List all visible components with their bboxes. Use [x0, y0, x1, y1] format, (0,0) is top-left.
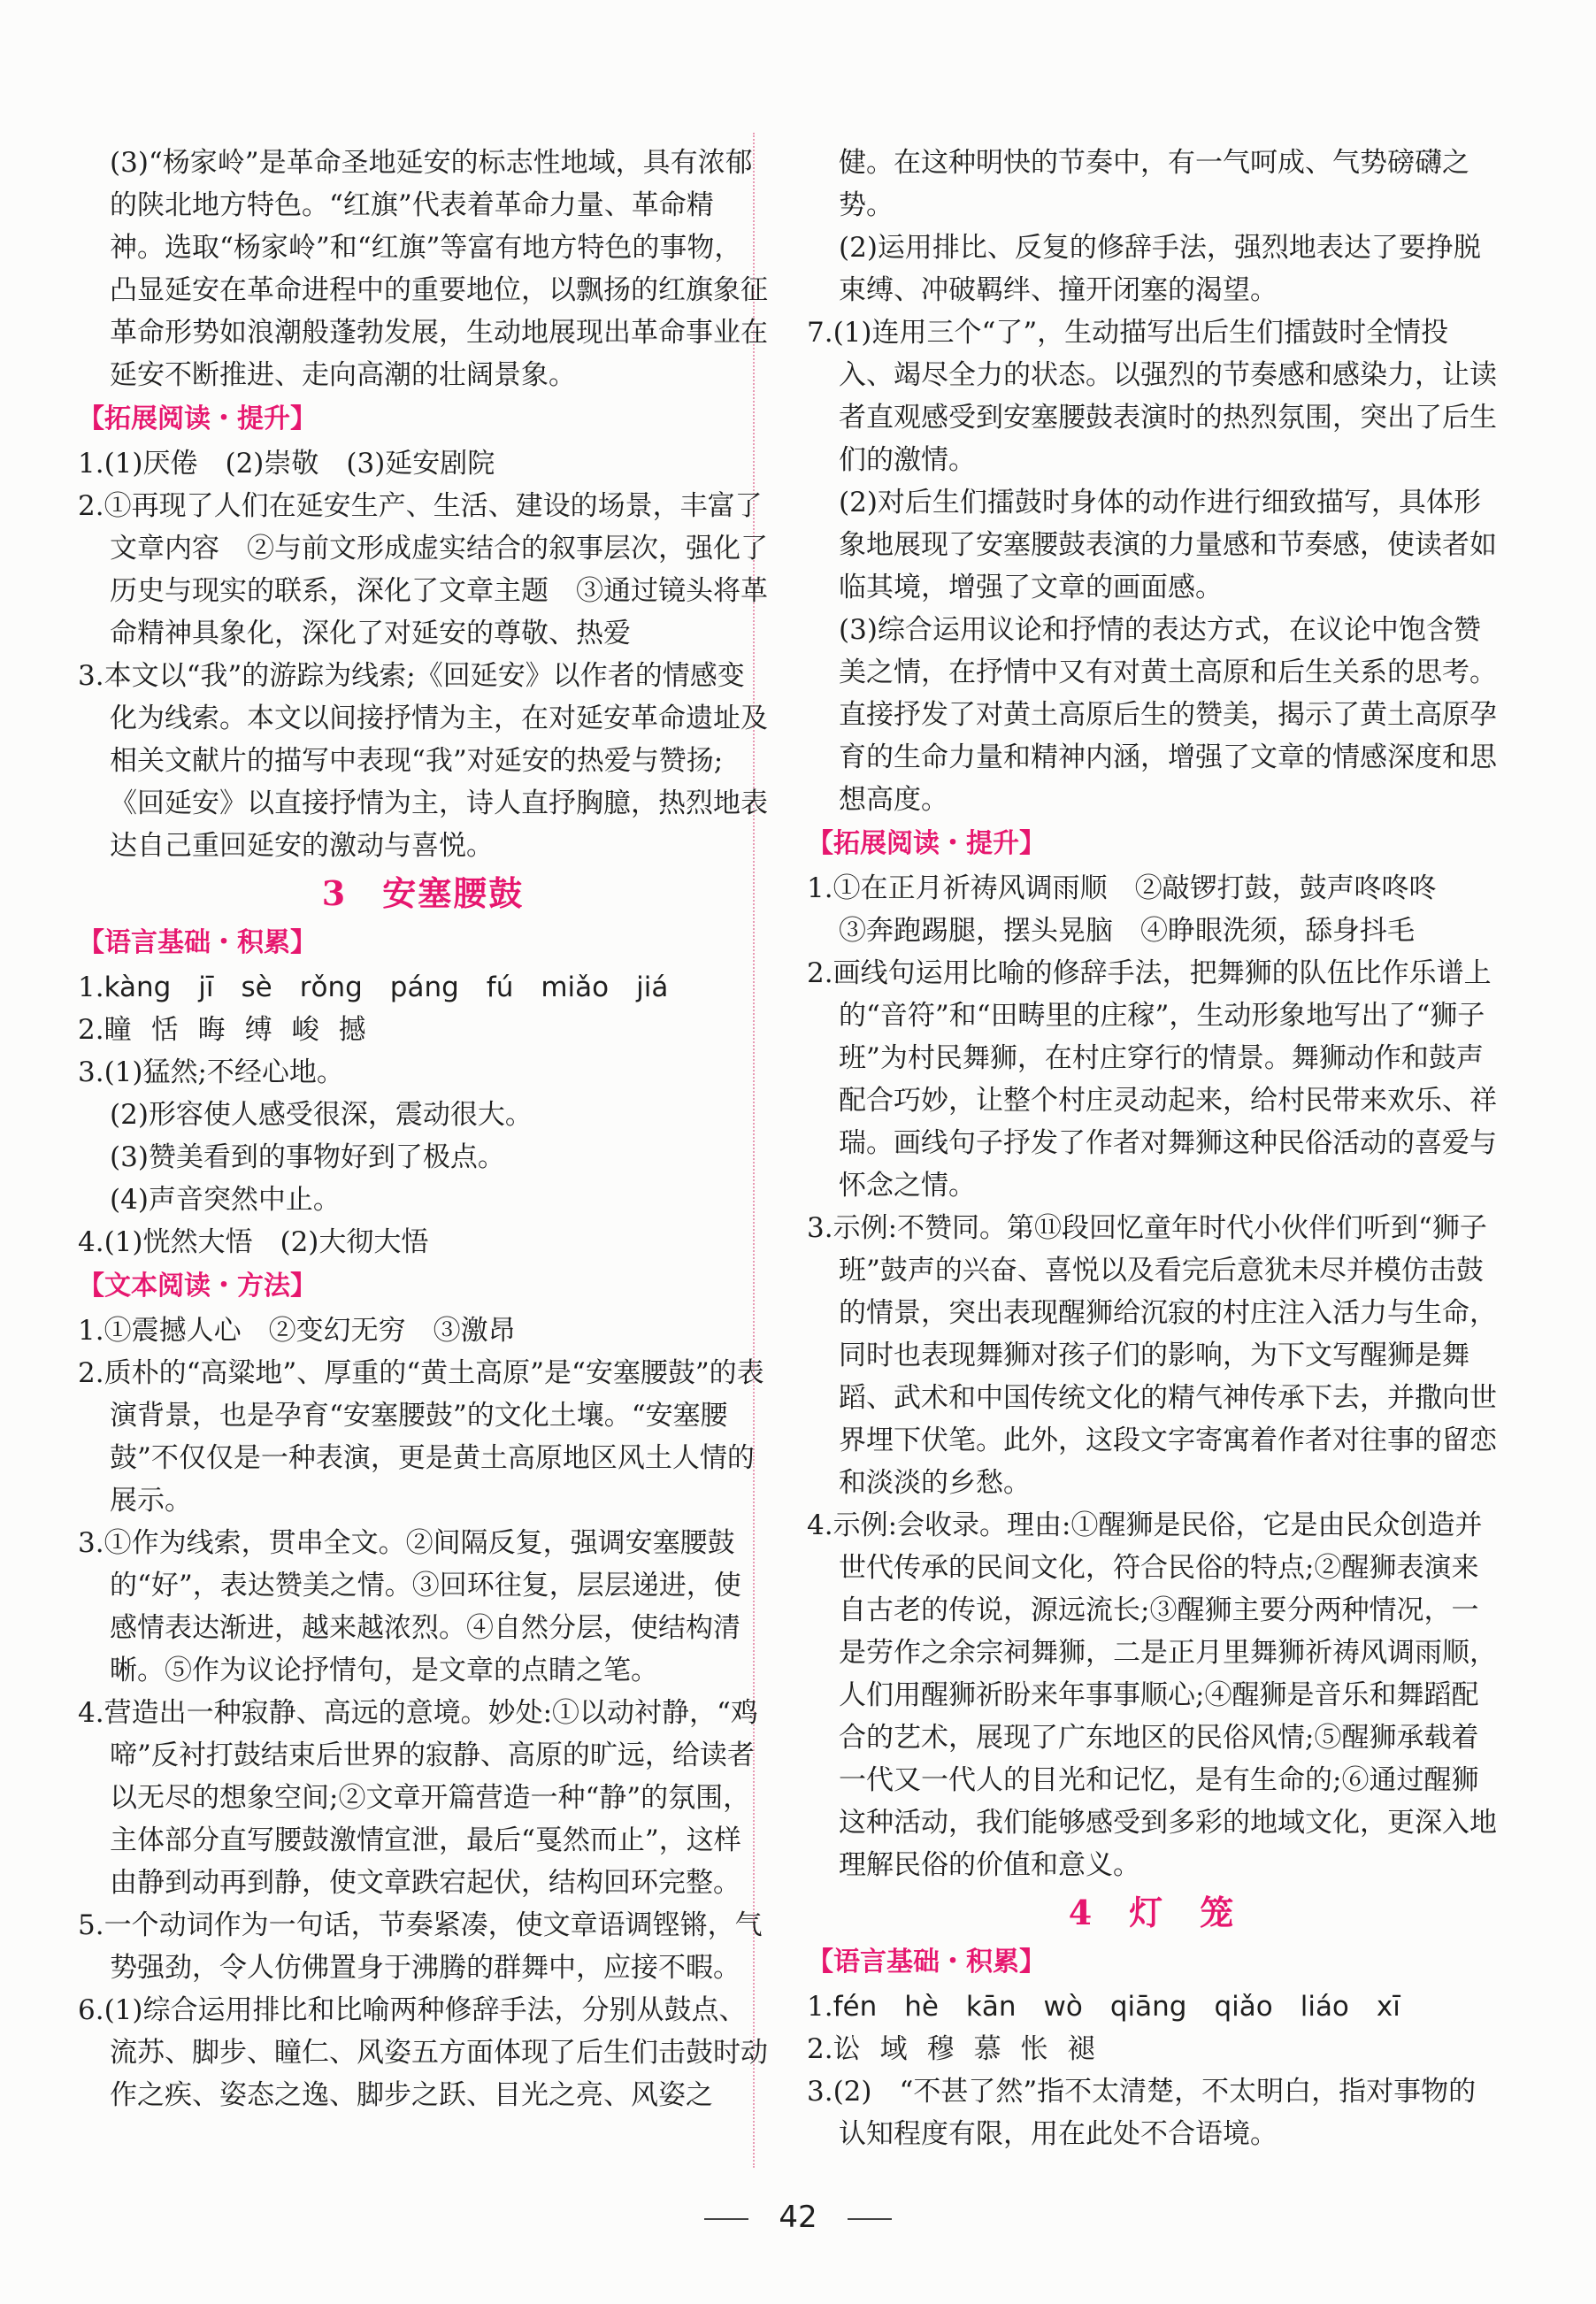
answer-text: 4.营造出一种寂静、高远的意境。妙处:①以动衬静，“鸡啼”反衬打鼓结束后世界的寂静、高原的旷远，给读者以无尽的想象空间;②文章开篇营造一种“静”的氛围，主体部分直写腰鼓激情宣泄，最后“戛然而止”，这样由静到动再到静，使文章跌宕起伏，结构回环完整。: [78, 1697, 758, 1899]
answer-text: (3)综合运用议论和抒情的表达方式，在议论中饱含赞美之情，在抒情中又有对黄土高原和后生关系的思考。直接抒发了对黄土高原后生的赞美，揭示了黄土高原孕育的生命力量和精神内涵，增强了文章的情感深度和思想高度。: [839, 614, 1497, 816]
answer-text: 6.(1)综合运用排比和比喻两种修辞手法，分别从鼓点、流苏、脚步、瞳仁、风姿五方面体现了后生们击鼓时动作之疾、姿态之逸、脚步之跃、目光之亮、风姿之: [78, 1994, 768, 2111]
answer-text: 健。在这种明快的节奏中，有一气呵成、气势磅礴之势。: [839, 147, 1469, 221]
item-number: 2.: [78, 1014, 104, 1046]
answer-text: (3)赞美看到的事物好到了极点。: [110, 1141, 505, 1173]
right-column: [807, 142, 1497, 2155]
answer-text: 2.画线句运用比喻的修辞手法，把舞狮的队伍比作乐谱上的“音符”和“田畴里的庄稼”，生动形象地写出了“狮子班”为村民舞狮，在村庄穿行的情景。舞狮动作和鼓声配合巧妙，让整个村庄灵动起来，给村民带来欢乐、祥瑞。画线句子抒发了作者对舞狮这种民俗活动的喜爱与怀念之情。: [807, 957, 1497, 1202]
answer-text: (4)声音突然中止。: [110, 1184, 341, 1216]
section-tag-extended-reading: 【拓展阅读・提升】: [78, 403, 317, 434]
answer-text: 3.①作为线索，贯串全文。②间隔反复，强调安塞腰鼓的“好”，表达赞美之情。③回环往复，层层递进，使感情表达渐进，越来越浓烈。④自然分层，使结构清晰。⑤作为议论抒情句，是文章的点睛之笔。: [78, 1527, 741, 1686]
pinyin-text: fén hè kān wò qiāng qiǎo liáo xī: [833, 1991, 1400, 2023]
answer-text: 4.(1)恍然大悟 (2)大彻大悟: [78, 1226, 429, 1258]
answer-text: 3.(1)猛然;不经心地。: [78, 1056, 344, 1088]
page-number: 42: [779, 2200, 817, 2235]
answer-text: 1.①在正月祈祷风调雨顺 ②敲锣打鼓，鼓声咚咚咚: [807, 872, 1437, 904]
section-tag-text-reading: 【文本阅读・方法】: [78, 1271, 317, 1302]
answer-text: 3.本文以“我”的游踪为线索;《回延安》以作者的情感变化为线索。本文以间接抒情为主，在对延安革命遗址及相关文献片的描写中表现“我”对延安的热爱与赞扬;《回延安》以直接抒情为主，诗人直抒胸臆，热烈地表达自己重回延安的激动与喜悦。: [78, 660, 768, 862]
characters-answer: [78, 1009, 768, 1051]
item-number: 2.: [807, 2033, 833, 2065]
answer-text: 2.①再现了人们在延安生产、生活、建设的场景，丰富了文章内容 ②与前文形成虚实结合的叙事层次，强化了历史与现实的联系，深化了文章主题 ③通过镜头将革命精神具象化，深化了对延安的尊敬、热爱: [78, 490, 768, 649]
answer-text: 3.(2) “不甚了然”指不太清楚，不太明白，指对事物的认知程度有限，用在此处不合语境。: [807, 2076, 1477, 2150]
section-tag-language-basics: 【语言基础・积累】: [78, 927, 317, 958]
answer-text: 3.示例:不赞同。第⑪段回忆童年时代小伙伴们听到“狮子班”鼓声的兴奋、喜悦以及看完后意犹未尽并模仿击鼓的情景，突出表现醒狮给沉寂的村庄注入活力与生命，同时也表现舞狮对孩子们的影响，为下文写醒狮是舞蹈、武术和中国传统文化的精气神传承下去，并撒向世界埋下伏笔。此外，这段文字寄寓着作者对往事的留恋和淡淡的乡愁。: [807, 1212, 1497, 1499]
chapter-title-ansai-drum: 3 安塞腰鼓: [321, 873, 525, 913]
answer-text: ③奔跑踢腿，摆头晃脑 ④睁眼洗须，舔身抖毛: [839, 915, 1415, 947]
footer-dash-left: [704, 2218, 748, 2220]
characters-text: 瞳恬晦缚峻撼: [104, 1014, 386, 1046]
answer-text: 5.一个动词作为一句话，节奏紧凑，使文章语调铿锵，气势强劲，令人仿佛置身于沸腾的群舞中，应接不暇。: [78, 1909, 763, 1984]
pinyin-answer: [78, 966, 768, 1009]
section-tag-language-basics: 【语言基础・积累】: [807, 1947, 1046, 1978]
characters-text: 讼域穆慕怅褪: [833, 2033, 1115, 2065]
pinyin-answer: [807, 1985, 1497, 2028]
item-number: 1.: [78, 972, 104, 1003]
pinyin-text: kàng jī sè rǒng páng fú miǎo jiá: [104, 972, 669, 1003]
section-tag-extended-reading: 【拓展阅读・提升】: [807, 828, 1046, 859]
answer-text: (2)对后生们擂鼓时身体的动作进行细致描写，具体形象地展现了安塞腰鼓表演的力量感和节奏感，使读者如临其境，增强了文章的画面感。: [839, 487, 1497, 603]
answer-text: (2)运用排比、反复的修辞手法，强烈地表达了要挣脱束缚、冲破羁绊、撞开闭塞的渴望。: [839, 232, 1481, 306]
answer-text: 1.①震撼人心 ②变幻无穷 ③激昂: [78, 1315, 516, 1347]
answer-text: 2.质朴的“高粱地”、厚重的“黄土高原”是“安塞腰鼓”的表演背景，也是孕育“安塞腰鼓”的文化土壤。“安塞腰鼓”不仅仅是一种表演，更是黄土高原地区风土人情的展示。: [78, 1357, 764, 1517]
footer-dash-right: [848, 2218, 892, 2220]
left-column: [78, 142, 768, 2116]
answer-text: (2)形容使人感受很深，震动很大。: [110, 1099, 533, 1131]
answer-text: 7.(1)连用三个“了”，生动描写出后生们擂鼓时全情投入、竭尽全力的状态。以强烈的节奏感和感染力，让读者直观感受到安塞腰鼓表演时的热烈氛围，突出了后生们的激情。: [807, 317, 1497, 476]
chapter-title-lantern: 4 灯 笼: [1068, 1893, 1236, 1932]
page-footer: [0, 2196, 1596, 2239]
answer-text: 4.示例:会收录。理由:①醒狮是民俗，它是由民众创造并世代传承的民间文化，符合民俗的特点;②醒狮表演来自古老的传说，源远流长;③醒狮主要分两种情况，一是劳作之余宗祠舞狮，二是正月里舞狮祈祷风调雨顺，人们用醒狮祈盼来年事事顺心;④醒狮是音乐和舞蹈配合的艺术，展现了广东地区的民俗风情;⑤醒狮承载着一代又一代人的目光和记忆，是有生命的;⑥通过醒狮这种活动，我们能够感受到多彩的地域文化，更深入地理解民俗的价值和意义。: [807, 1509, 1497, 1881]
answer-text: 1.(1)厌倦 (2)崇敬 (3)延安剧院: [78, 448, 495, 480]
item-number: 1.: [807, 1991, 833, 2023]
characters-answer: [807, 2028, 1497, 2070]
answer-text: (3)“杨家岭”是革命圣地延安的标志性地域，具有浓郁的陕北地方特色。“红旗”代表着革命力量、革命精神。选取“杨家岭”和“红旗”等富有地方特色的事物，凸显延安在革命进程中的重要地位，以飘扬的红旗象征革命形势如浪潮般蓬勃发展，生动地展现出革命事业在延安不断推进、走向高潮的壮阔景象。: [110, 147, 768, 391]
